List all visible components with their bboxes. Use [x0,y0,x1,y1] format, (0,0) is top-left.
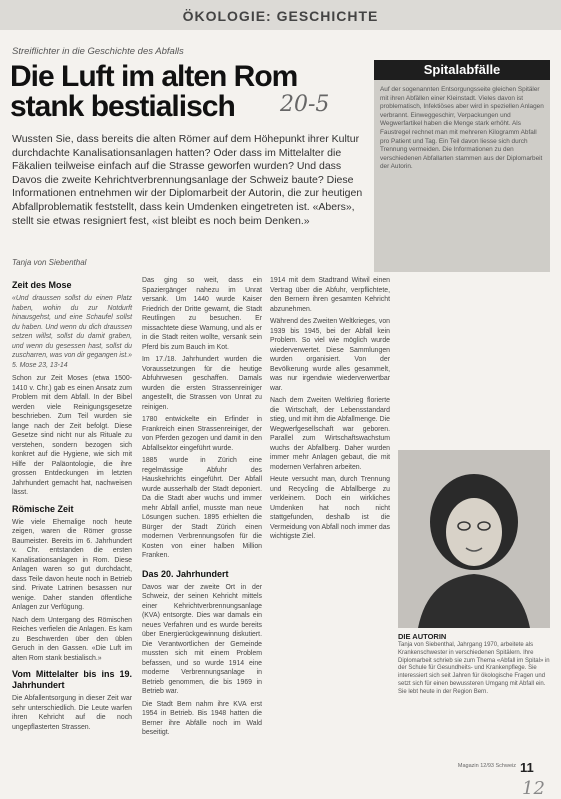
headline: Die Luft im alten Rom stank bestialisch [10,60,298,123]
subheading: Vom Mittelalter bis ins 19. Jahrhundert [12,669,132,690]
bible-quote: «Und draussen sollst du einen Platz haben, wohin du zur Notdurft hinausgehst, und eine Schaufel sollst du haben. Und wenn du dich draussen setzen willst, sollst du damit graben, und wenn du gesessen hast, sollst du zuscharren, was von dir gegangen ist.» 5. Mose 23, 13-14 [12,295,132,369]
paragraph: Schon zur Zeit Moses (etwa 1500-1410 v. Chr.) gab es einen Ansatz zum Problem mit dem Abfall. In der Bibel werden viele Reinigungsgesetze beschrieben. Zum Teil wurden sie lange nach der Zeit befolgt. Diese Gesetze sind nicht nur als Rituale zu verstehen, sondern bezogen sich konkret auf die Hygiene, wie sich mit Hilfe der Paläontologie, die ihre grossen Entdeckungen im letzten Jahrhundert gemacht hat, nachweisen lässt. [12,375,132,496]
page-number: 11 [520,760,534,775]
column-2 [142,276,262,738]
paragraph: Heute versucht man, durch Trennung und Recycling die Abfallberge zu verkleinern. Doch ein wirkliches Umdenken hat noch nicht stattgefunden, deshalb ist die Vermeidung von Abfall noch immer das wichtigste Ziel. [270,476,390,540]
byline: Tanja von Siebenthal [12,258,87,267]
author-bio: Tanja von Siebenthal, Jahrgang 1970, arbeitete als Krankenschwester in verschiedenen Spitälern. Ihre Diplomarbeit schrieb sie zum Thema «Abfall im Spital» in der Schule für Gesundheits- und Krankenpflege. Sie interessiert sich seit Jahren für ökologische Fragen und setzt sich für einen bewussteren Umgang mit Abfall ein. Sie lebt heute in der Region Bern. [398,642,550,695]
paragraph: Während des Zweiten Weltkrieges, von 1939 bis 1945, bei der Abfall kein Problem. So viel wie möglich wurde wiederverwertet. Diese Sammlungen wurden organisiert. Von der Bevölkerung wurde alles gesammelt, was nur irgendwie wiederverwertbar war. [270,318,390,392]
paragraph: Wie viele Ehemalige noch heute zeigen, waren die Römer grosse Baumeister. Bereits im 6. Jahrhundert v. Chr. entstanden die ersten Kanalisationsanlagen in Rom. Diese Anlagen waren so gut durchdacht, dass Teile davon heute noch in Betrieb sind. Private Latrinen besassen nur wenige. Daher standen öffentliche Anlagen zur Verfügung. [12,518,132,611]
portrait-image [398,450,550,628]
paragraph: Das ging so weit, dass ein Spaziergänger nahezu im Unrat versank. Um 1440 wurde Kaiser Friedrich der Dritte gewarnt, die Stadt Reutlingen zu besuchen. Er missachtete diese Warnung, und als er in die Stadt reiten wollte, versank sein Pferd bis zum Bauch im Kot. [142,277,262,351]
column-1 [12,280,132,732]
subheading: Römische Zeit [12,503,74,514]
paragraph: Nach dem Zweiten Weltkrieg florierte die Wirtschaft, der Lebensstandard stieg, und mit ihm die Abfallmenge. Die Wegwerfgesellschaft war geboren. Parallel zum Wirtschaftswachstum wuchs der Abfallberg. Daher wurden immer mehr Anlagen gebaut, die mit modernen Verfahren arbeiten. [270,397,390,471]
paragraph: 1780 entwickelte ein Erfinder in Frankreich einen Strassenreiniger, der von Pferden gezogen und damit in den Abfallsektor eingeführt wurde. [142,416,262,452]
column-3 [270,276,390,542]
subheading: Das 20. Jahrhundert [142,568,229,579]
lead-paragraph: Wussten Sie, dass bereits die alten Römer auf dem Höhepunkt ihrer Kultur durchdachte Kanalisationsanlagen hatten? Oder dass im Mittelalter die Fäkalien teilweise einfach auf die Strasse geworfen wurden? Und dass Davos die zweite Kehrichtverbrennungsanlage der Schweiz baute? Diese Informationen entnehmen wir der Diplomarbeit der Autorin, die zur heutigen Abfallproblematik feststellt, dass kein Umdenken eingetreten ist. «Abers», stellt sie etwas resigniert fest, «ist bleibt es noch beim Denken.» [12,133,363,227]
section-rubric: ÖKOLOGIE: GESCHICHTE [182,8,379,24]
sidebar-title: Spitalabfälle [374,60,550,80]
kicker: Streiflichter in die Geschichte des Abfalls [12,46,184,57]
paragraph: Die Abfallentsorgung in dieser Zeit war sehr unterschiedlich. Die Leute warfen ihren Kehricht auf die noch ungepflasterten Strassen. [12,695,132,731]
handwritten-note: 20-5 [280,92,330,117]
handwritten-page-mark: 12 [522,778,545,799]
subheading: Zeit des Mose [12,280,72,290]
author-title: DIE AUTORIN [398,632,447,641]
sidebar-text: Auf der sogenannten Entsorgungsseite gleichen Spitäler mit ihren Abfällen einer Kleinstadt. Vieles davon ist problematisch, Infektiöses aber wird in speziellen Anlagen verbrannt. Einweggeschirr, Verpackungen und Wegwerfartikel haben die Menge stark erhöht. Als Faustregel rechnet man mit mehreren Kilogramm Abfall pro Patient und Tag. Ein Teil davon liesse sich durch Trennung vermeiden. Die Informationen zu den verschiedenen Abfallarten stammen aus der Diplomarbeit der Autorin. [380,86,544,171]
footer-source: Magazin 12/93 Schweiz [457,763,516,769]
paragraph: 1885 wurde in Zürich eine regelmässige Abfuhr des Hauskehrichts eingeführt. Der Abfall wurde ausserhalb der Stadt deponiert. Da die Stadt aber wuchs und immer mehr Abfall anfiel, musste man neue Lösungen suchen. 1895 erhielten die Bürger der Stadt Zürich einen modernen Verbrennungsofen für die Kosten von einer halben Million Franken. [142,457,262,559]
paragraph: 1914 mit dem Stadtrand Witwil einen Vertrag über die Abfuhr, verpflichtete, den Bernern ihren gesamten Kehricht abzunehmen. [270,277,390,313]
paragraph: Nach dem Untergang des Römischen Reiches verfielen die Anlagen. Es kam zu Beschwerden über den üblen Geruch in den Gassen. «Die Luft im alten Rom stank bestialisch.» [12,616,132,662]
paragraph: Davos war der zweite Ort in der Schweiz, der seinen Kehricht mittels einer Kehrichtverbrennungsanlage (KVA) entsorgte. Dies war damals ein neues Verfahren und es wurde bereits über Energierückgewinnung diskutiert. Die Verantwortlichen der Gemeinde mussten sich mit einem Problem befassen, und so wurde 1914 eine moderne Verbrennungsanlage in Betrieb genommen, die bis 1969 in Betrieb war. [142,583,262,695]
paragraph: Die Stadt Bern nahm ihre KVA erst 1954 in Betrieb. Bis 1948 hatten die Berner ihre Abfälle noch im Wald beseitigt. [142,700,262,736]
paragraph: Im 17./18. Jahrhundert wurden die Voraussetzungen für die heutige Abfuhrwesen geschaffen. Damals wurden die ersten Strassenreiniger angestellt, die Strassen von Unrat zu reinigen. [142,356,262,411]
author-photo [398,450,550,628]
